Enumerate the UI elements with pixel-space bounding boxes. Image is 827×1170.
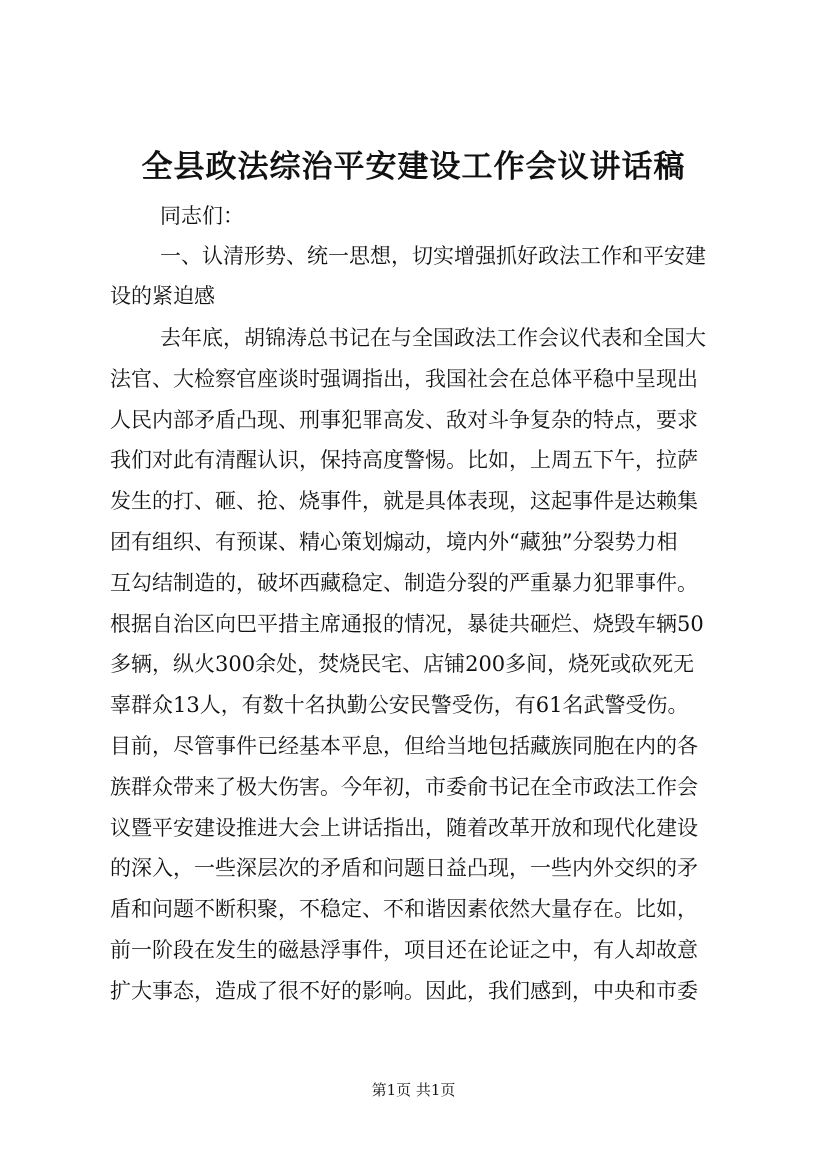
body-line: 多辆，纵火300余处，焚烧民宅、店铺200多间，烧死或砍死无 [110,652,695,677]
body-line: 根据自治区向巴平措主席通报的情况，暴徒共砸烂、烧毁车辆50 [110,611,704,636]
document-title: 全县政法综治平安建设工作会议讲话稿 [141,149,686,185]
body-line: 目前，尽管事件已经基本平息，但给当地包括藏族同胞在内的各 [110,733,698,758]
section-heading-line: 设的紧迫感 [110,284,215,308]
body-line: 法官、大检察官座谈时强调指出，我国社会在总体平稳中呈现出 [110,366,698,391]
body-line: 的深入，一些深层次的矛盾和问题日益凸现，一些内外交织的矛 [110,856,698,881]
body-line: 族群众带来了极大伤害。今年初，市委俞书记在全市政法工作会 [110,774,698,799]
body-line: 去年底，胡锦涛总书记在与全国政法工作会议代表和全国大 [160,326,706,350]
page-footer: 第1页 共1页 [371,1081,456,1099]
body-line: 我们对此有清醒认识，保持高度警惕。比如，上周五下午，拉萨 [110,448,698,473]
body-paragraph [110,318,750,1012]
body-line: 发生的打、砸、抢、烧事件，就是具体表现，这起事件是达赖集 [110,489,698,514]
body-line: 团有组织、有预谋、精心策划煽动，境内外“藏独”分裂势力相 [110,529,678,554]
body-line: 扩大事态，造成了很不好的影响。因此，我们感到，中央和市委 [110,978,698,1003]
body-line: 辜群众13人，有数十名执勤公安民警受伤，有61名武警受伤。 [110,693,689,718]
body-line: 盾和问题不断积聚，不稳定、不和谐因素依然大量存在。比如， [110,897,698,922]
body-line: 议暨平安建设推进大会上讲话指出，随着改革开放和现代化建设 [110,815,698,840]
body-line: 前一阶段在发生的磁悬浮事件，项目还在论证之中，有人却故意 [110,937,698,962]
body-line: 互勾结制造的，破坏西藏稳定、制造分裂的严重暴力犯罪事件。 [110,570,698,595]
body-line: 人民内部矛盾凸现、刑事犯罪高发、敌对斗争复杂的特点，要求 [110,407,698,432]
section-heading-line: 一、认清形势、统一思想，切实增强抓好政法工作和平安建 [160,244,706,268]
section-heading [110,236,730,316]
greeting: 同志们： [160,204,244,228]
